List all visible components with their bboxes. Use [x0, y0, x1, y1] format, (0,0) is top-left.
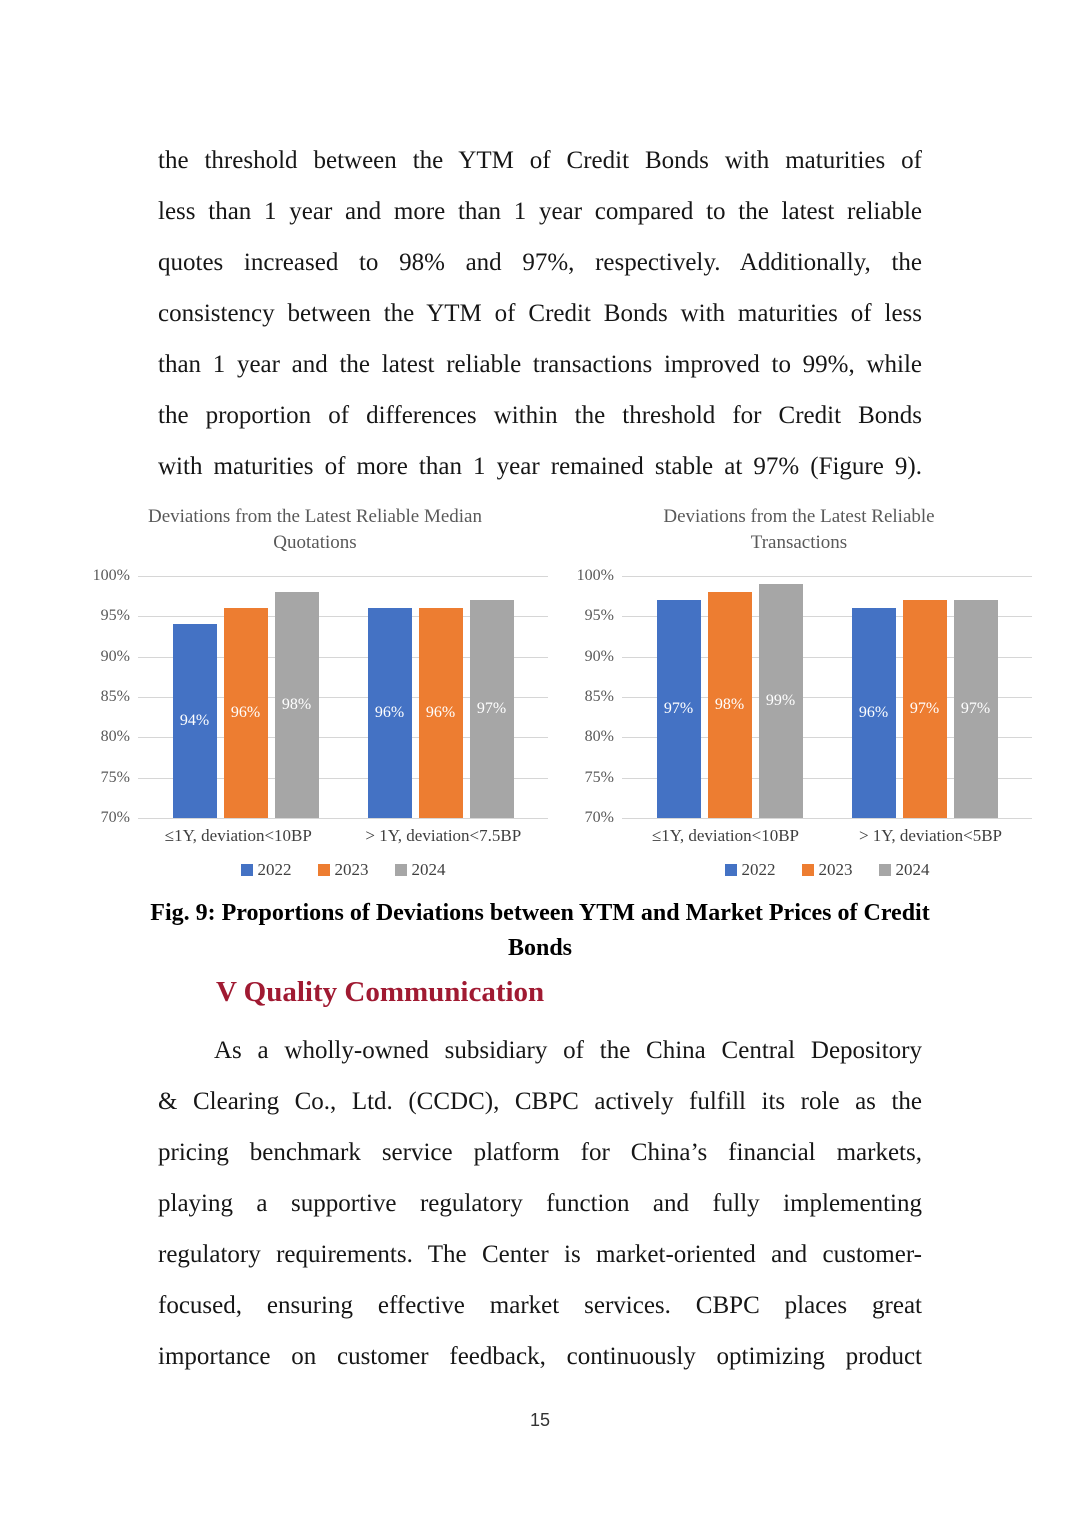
legend-swatch-icon — [241, 864, 253, 876]
chart-median-quotations — [82, 504, 548, 880]
plot-area — [138, 576, 548, 818]
bar-groups — [138, 576, 548, 818]
legend-item-2022 — [241, 860, 292, 880]
figure-caption-line1: Fig. 9: Proportions of Deviations between YTM and Market Prices of Credit — [150, 900, 930, 926]
bar-2023 — [224, 608, 268, 818]
legend-item-2024 — [879, 860, 930, 880]
legend-swatch-icon — [318, 864, 330, 876]
bar-data-label: 97% — [909, 700, 940, 718]
bar-2022 — [657, 600, 701, 818]
text-line: pricing benchmark service platform for China’s financial markets, — [158, 1139, 922, 1166]
y-axis — [82, 567, 138, 826]
y-axis — [566, 567, 622, 826]
x-category-label: ≤1Y, deviation<10BP — [651, 826, 800, 845]
bar-2023 — [708, 592, 752, 818]
chart-title: Deviations from the Latest Reliable Transactions — [663, 506, 935, 553]
x-axis-labels — [566, 826, 1032, 846]
bar-data-label: 97% — [960, 700, 991, 718]
legend-item-2023 — [318, 860, 369, 880]
y-tick-label: 70% — [100, 809, 130, 826]
text-line: importance on customer feedback, continuously optimizing product — [158, 1343, 922, 1370]
bar-2024 — [954, 600, 998, 818]
legend-item-2023 — [802, 860, 853, 880]
bar-data-label: 96% — [230, 704, 261, 722]
y-tick-label: 100% — [576, 567, 614, 584]
y-tick-label: 85% — [584, 688, 614, 705]
bar-data-label: 97% — [476, 700, 507, 718]
legend-swatch-icon — [725, 864, 737, 876]
x-axis-labels — [82, 826, 548, 846]
y-tick-label: 90% — [584, 647, 614, 665]
page-number: 15 — [529, 1410, 551, 1430]
bar-2023 — [903, 600, 947, 818]
bar-group — [852, 576, 998, 818]
y-tick-label: 95% — [100, 607, 130, 625]
legend-label: 2022 — [257, 860, 292, 879]
bar-groups — [622, 576, 1032, 818]
y-tick-label: 90% — [100, 647, 130, 665]
legend-label: 2023 — [818, 860, 853, 879]
paragraph-body — [158, 1025, 922, 1382]
bar-2022 — [173, 624, 217, 818]
legend-label: 2022 — [741, 860, 776, 879]
y-tick-label: 85% — [100, 688, 130, 705]
bar-data-label: 96% — [374, 704, 405, 722]
bar-2023 — [419, 608, 463, 818]
chart-transactions — [566, 504, 1032, 880]
text-line: quotes increased to 98% and 97%, respectively. Additionally, the — [158, 249, 922, 276]
y-tick-label: 70% — [584, 809, 614, 826]
charts-row — [82, 504, 1032, 880]
bar-2022 — [368, 608, 412, 818]
figure-9 — [0, 504, 1080, 966]
bar-data-label: 96% — [858, 704, 889, 722]
bar-group — [368, 576, 514, 818]
x-category-label: > 1Y, deviation<7.5BP — [365, 826, 522, 845]
legend-swatch-icon — [395, 864, 407, 876]
bar-2024 — [470, 600, 514, 818]
text-line: focused, ensuring effective market services. CBPC places great — [158, 1292, 922, 1319]
bar-data-label: 98% — [281, 696, 312, 714]
y-tick-label: 80% — [100, 728, 130, 746]
legend-item-2022 — [725, 860, 776, 880]
bar-group — [657, 576, 803, 818]
bar-group — [173, 576, 319, 818]
bar-2024 — [275, 592, 319, 818]
bar-data-label: 97% — [663, 700, 694, 718]
y-tick-label: 75% — [100, 768, 130, 786]
y-tick-label: 100% — [92, 567, 130, 584]
paragraph-top — [158, 135, 922, 492]
figure-caption — [0, 896, 1080, 966]
text-line: than 1 year and the latest reliable transactions improved to 99%, while — [158, 351, 922, 378]
text-line: playing a supportive regulatory function and fully implementing — [158, 1190, 922, 1217]
chart-legend — [82, 860, 548, 880]
section-heading: V Quality Communication — [216, 976, 545, 1008]
legend-label: 2024 — [895, 860, 930, 879]
gridline — [138, 818, 548, 819]
legend-swatch-icon — [879, 864, 891, 876]
bar-data-label: 98% — [714, 696, 745, 714]
text-line: regulatory requirements. The Center is market-oriented and customer- — [158, 1241, 922, 1268]
text-line: the proportion of differences within the threshold for Credit Bonds — [158, 402, 922, 429]
bar-data-label: 99% — [765, 692, 796, 710]
y-tick-label: 95% — [584, 607, 614, 625]
gridline — [622, 818, 1032, 819]
bar-2022 — [852, 608, 896, 818]
bar-data-label: 96% — [425, 704, 456, 722]
legend-swatch-icon — [802, 864, 814, 876]
legend-label: 2024 — [411, 860, 446, 879]
text-line: less than 1 year and more than 1 year compared to the latest reliable — [158, 198, 922, 225]
bar-2024 — [759, 584, 803, 818]
plot-area — [622, 576, 1032, 818]
legend-label: 2023 — [334, 860, 369, 879]
x-category-label: > 1Y, deviation<5BP — [858, 826, 1003, 845]
figure-caption-line2: Bonds — [507, 935, 573, 961]
text-line: consistency between the YTM of Credit Bonds with maturities of less — [158, 300, 922, 327]
y-tick-label: 80% — [584, 728, 614, 746]
legend-item-2024 — [395, 860, 446, 880]
chart-title: Deviations from the Latest Reliable Median Quotations — [148, 506, 482, 553]
chart-legend — [566, 860, 1032, 880]
text-line: As a wholly-owned subsidiary of the China Central Depository — [214, 1037, 922, 1064]
text-line: the threshold between the YTM of Credit Bonds with maturities of — [158, 147, 922, 174]
y-tick-label: 75% — [584, 768, 614, 786]
text-line: & Clearing Co., Ltd. (CCDC), CBPC actively fulfill its role as the — [158, 1088, 922, 1115]
text-line: with maturities of more than 1 year remained stable at 97% (Figure 9). — [158, 453, 922, 480]
x-category-label: ≤1Y, deviation<10BP — [164, 826, 312, 845]
bar-data-label: 94% — [179, 712, 210, 730]
